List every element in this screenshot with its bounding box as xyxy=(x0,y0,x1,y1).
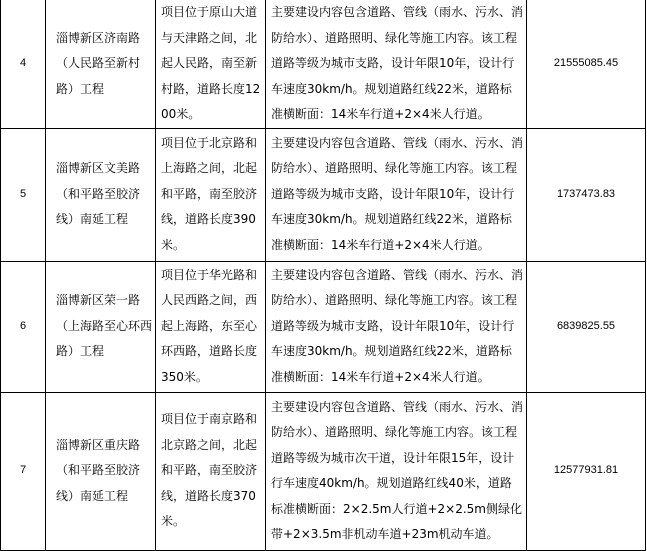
project-location: 项目位于南京路和北京路之间，北起和平路，南至胶济线，道路长度370米。 xyxy=(156,392,266,550)
table-row xyxy=(1,392,646,550)
project-content: 主要建设内容包含道路、管线（雨水、污水、消防给水）、道路照明、绿化等施工内容。该工程道路等级为城市次干道，设计年限15年，设计行车速度40km/h。规划道路红线40米，道路标准横断面：2×2.5m人行道+2×2.5m侧绿化带+2×3.5m非机动车道+23m机动车道。 xyxy=(266,392,527,550)
project-location: 项目位于华光路和人民西路之间，西起上海路，东至心环西路，道路长度350米。 xyxy=(156,261,266,392)
project-location: 项目位于原山大道与天津路之间，北起人民路，南至新村路，道路长度1200米。 xyxy=(156,0,266,128)
row-number: 7 xyxy=(1,392,46,550)
project-name: 淄博新区文美路（和平路至胶济线）南延工程 xyxy=(46,128,156,261)
project-name: 淄博新区济南路（人民路至新村路）工程 xyxy=(46,0,156,128)
project-amount: 12577931.81 xyxy=(527,392,646,550)
project-content: 主要建设内容包含道路、管线（雨水、污水、消防给水）、道路照明、绿化等施工内容。该工程道路等级为城市支路，设计年限10年，设计行车速度30km/h。规划道路红线22米，道路标准横断面：14米车行道+2×4米人行道。 xyxy=(266,261,527,392)
table-row xyxy=(1,261,646,392)
project-amount: 21555085.45 xyxy=(527,0,646,128)
table-row xyxy=(1,0,646,128)
table-row xyxy=(1,128,646,261)
row-number: 6 xyxy=(1,261,46,392)
project-name: 淄博新区重庆路（和平路至胶济线）南延工程 xyxy=(46,392,156,550)
project-content: 主要建设内容包含道路、管线（雨水、污水、消防给水）、道路照明、绿化等施工内容。该工程道路等级为城市支路，设计年限10年，设计行车速度30km/h。规划道路红线22米，道路标准横断面：14米车行道+2×4米人行道。 xyxy=(266,0,527,128)
project-amount: 6839825.55 xyxy=(527,261,646,392)
project-name: 淄博新区荣一路（上海路至心环西路）工程 xyxy=(46,261,156,392)
row-number: 5 xyxy=(1,128,46,261)
project-location: 项目位于北京路和上海路之间，北起和平路，南至胶济线，道路长度390米。 xyxy=(156,128,266,261)
project-content: 主要建设内容包含道路、管线（雨水、污水、消防给水）、道路照明、绿化等施工内容。该工程道路等级为城市支路，设计年限10年，设计行车速度30km/h。规划道路红线22米，道路标准横断面：14米车行道+2×4米人行道。 xyxy=(266,128,527,261)
project-amount: 1737473.83 xyxy=(527,128,646,261)
row-number: 4 xyxy=(1,0,46,128)
